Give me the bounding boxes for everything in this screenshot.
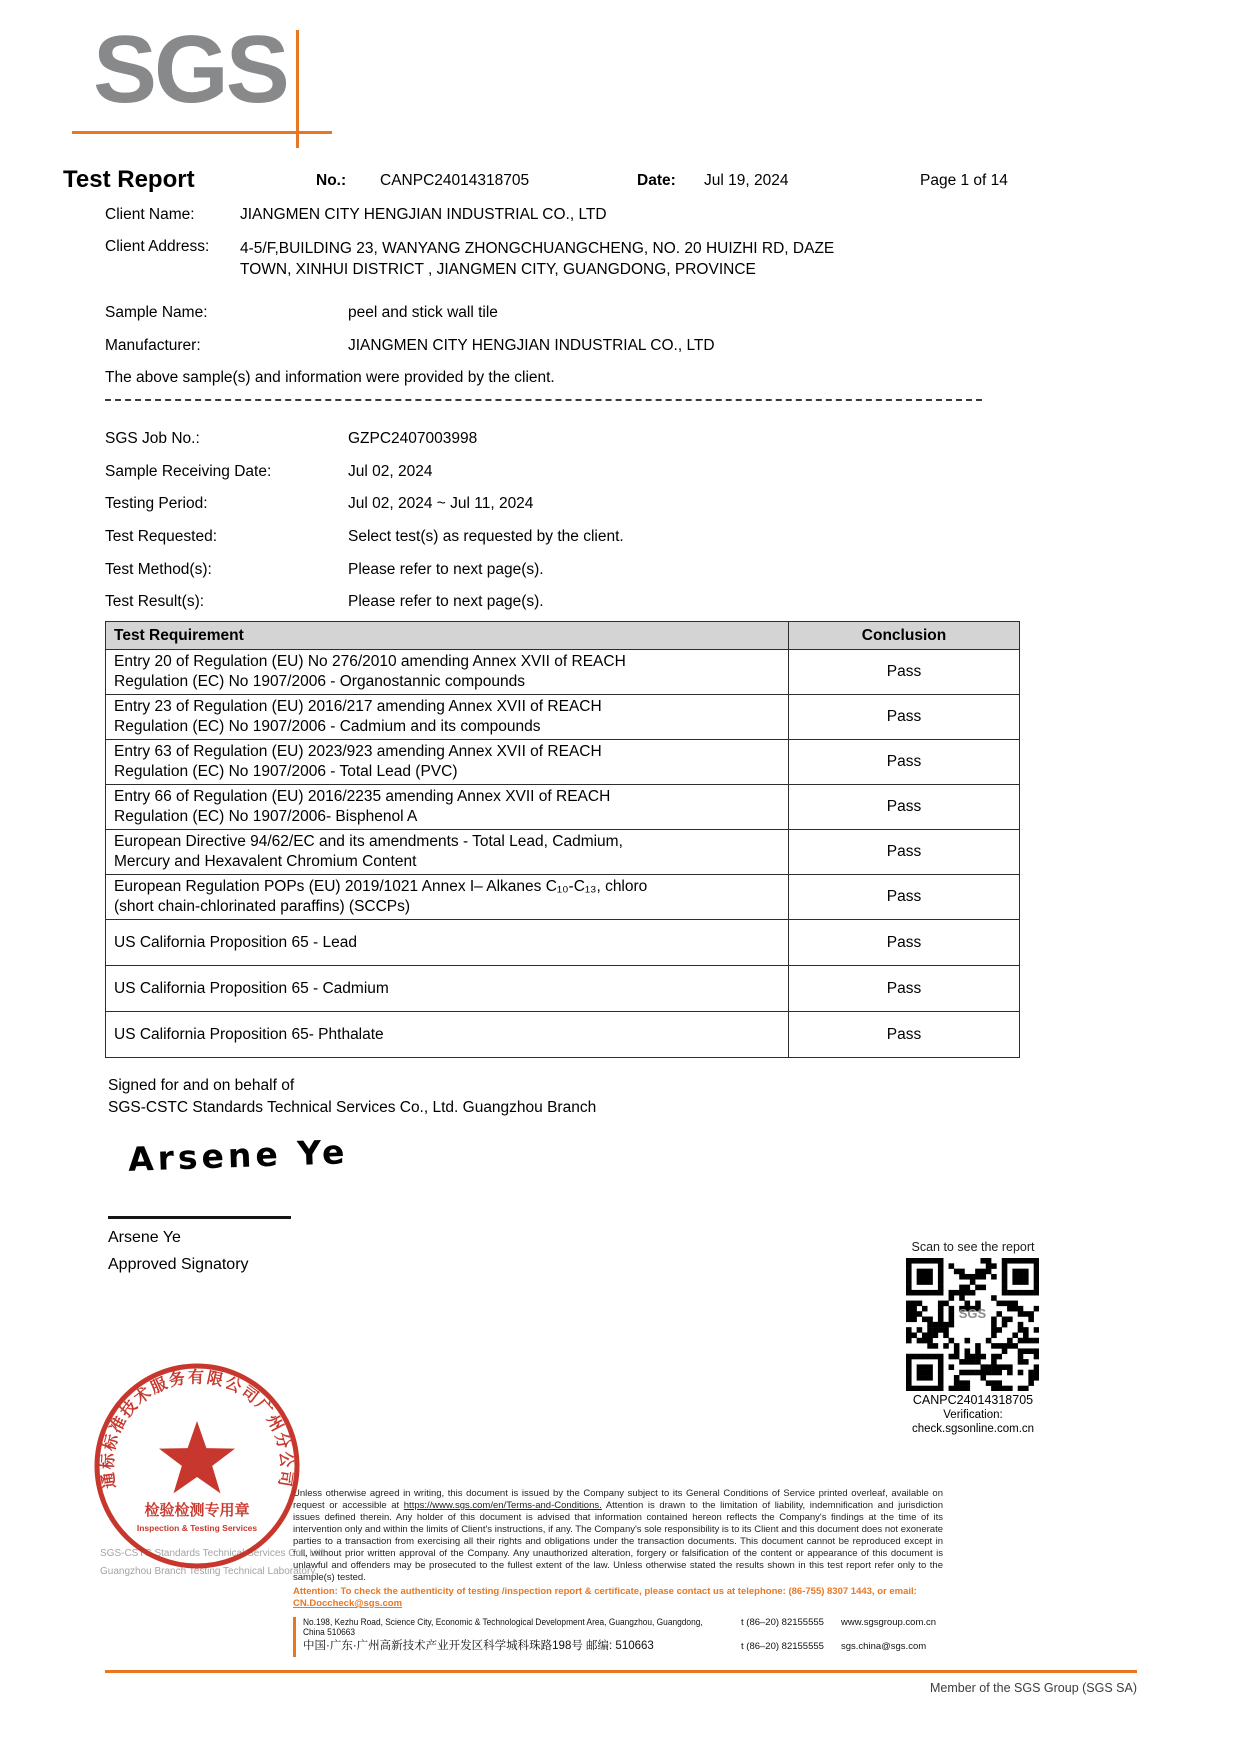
sgs-member-note: Member of the SGS Group (SGS SA) (929, 1681, 1137, 1695)
table-row (106, 695, 1020, 740)
test-requested-label: Test Requested: (105, 528, 218, 545)
company-name-gray-line1: SGS-CSTC Standards Technical Services Co., Ltd. (100, 1548, 327, 1559)
requirement-cell (106, 695, 789, 740)
client-address-line2: TOWN, XINHUI DISTRICT , JIANGMEN CITY, GUANGDONG, PROVINCE (240, 261, 756, 278)
disclaimer-part2: Attention is drawn to the limitation of liability, indemnification and jurisdiction issues defined therein. Any holder of this document is advised that information contained hereon reflects the Company's findings at the time of its intervention only and within the limits of Client's instructions, if any. The Company's sole responsibility is to its Client and this document does not exonerate parties to a transaction from exercising all their rights and obligations under the transaction documents. This document cannot be reproduced except in full, without prior written approval of the Company. Any unauthorized alteration, forgery or falsification of the content or appearance of this document is unlawful and offenders may be prosecuted to the fullest extent of the law. Unless otherwise stated the results shown in this test report refer only to the sample(s) tested. (293, 1500, 943, 1583)
footer-orange-rule (105, 1670, 1137, 1673)
sgs-logo: SGS (93, 16, 287, 123)
client-name-value: JIANGMEN CITY HENGJIAN INDUSTRIAL CO., LTD (240, 206, 607, 223)
requirement-line: European Regulation POPs (EU) 2019/1021 Annex I– Alkanes C₁₀-C₁₃, chloro (114, 878, 648, 895)
requirement-line: Mercury and Hexavalent Chromium Content (114, 853, 417, 870)
stamp-center-line1: 检验检测专用章 (144, 1502, 250, 1519)
sample-name-label: Sample Name: (105, 304, 208, 321)
conclusion-cell: Pass (789, 830, 1020, 875)
address-block (293, 1617, 943, 1657)
conclusion-cell: Pass (789, 966, 1020, 1012)
dashed-separator (105, 399, 982, 401)
report-date-label: Date: (637, 172, 676, 189)
conclusion-cell: Pass (789, 875, 1020, 920)
sample-receiving-date-label: Sample Receiving Date: (105, 463, 272, 480)
stamp-circle (97, 1366, 297, 1566)
table-row (106, 966, 1020, 1012)
requirement-line: US California Proposition 65 - Cadmium (114, 979, 389, 997)
testing-period-value: Jul 02, 2024 ~ Jul 11, 2024 (348, 495, 534, 512)
page-indicator: Page 1 of 14 (920, 172, 1008, 189)
conclusion-cell: Pass (789, 695, 1020, 740)
test-results-label: Test Result(s): (105, 593, 205, 610)
signatory-name: Arsene Ye (108, 1229, 181, 1246)
signature-line (108, 1216, 291, 1219)
requirement-line: Regulation (EC) No 1907/2006 - Total Lead (PVC) (114, 763, 458, 780)
requirement-line: (short chain-chlorinated paraffins) (SCCPs) (114, 898, 411, 915)
requirement-line: European Directive 94/62/EC and its amendments - Total Lead, Cadmium, (114, 833, 623, 850)
client-address-value (240, 238, 834, 280)
qr-center-sgs-label: SGS (958, 1306, 987, 1321)
table-row (106, 740, 1020, 785)
doccheck-email-link[interactable]: CN.Doccheck@sgs.com (293, 1598, 403, 1609)
requirement-cell (106, 830, 789, 875)
sample-name-value: peel and stick wall tile (348, 304, 498, 321)
signed-on-behalf-line2: SGS-CSTC Standards Technical Services Co., Ltd. Guangzhou Branch (108, 1099, 597, 1116)
signature-handwriting: Arsene Ye (127, 1132, 350, 1179)
svg-text:通标标准技术服务有限公司广州分公司 (98, 1367, 296, 1490)
report-no-value: CANPC24014318705 (380, 172, 530, 189)
requirement-line: US California Proposition 65- Phthalate (114, 1025, 384, 1043)
conclusion-cell: Pass (789, 650, 1020, 695)
qr-code (906, 1258, 1039, 1391)
disclaimer-part1: Unless otherwise agreed in writing, this document is issued by the Company subject to its General Conditions of Service printed overleaf, available on request or accessible at (293, 1488, 943, 1511)
qr-scan-label: Scan to see the report (911, 1240, 1035, 1254)
attention-note (293, 1586, 943, 1610)
address-row-en (303, 1617, 943, 1637)
requirement-cell (106, 920, 789, 966)
website-url: www.sgsgroup.com.cn (841, 1617, 937, 1628)
column-header-conclusion: Conclusion (789, 622, 1020, 650)
qr-report-number: CANPC24014318705 (912, 1393, 1034, 1407)
testing-period-label: Testing Period: (105, 495, 208, 512)
requirement-line: Entry 63 of Regulation (EU) 2023/923 amending Annex XVII of REACH (114, 743, 602, 760)
report-no-label: No.: (316, 172, 347, 189)
requirement-line: Regulation (EC) No 1907/2006 - Organostannic compounds (114, 673, 525, 690)
client-address-label: Client Address: (105, 238, 210, 255)
requirement-cell (106, 875, 789, 920)
column-header-test-requirement: Test Requirement (106, 622, 789, 650)
test-requested-value: Select test(s) as requested by the client. (348, 528, 624, 545)
sample-provided-note: The above sample(s) and information were provided by the client. (105, 369, 555, 386)
test-methods-value: Please refer to next page(s). (348, 561, 544, 578)
star-icon (159, 1421, 235, 1493)
requirement-line: US California Proposition 65 - Lead (114, 933, 357, 951)
sample-receiving-date-value: Jul 02, 2024 (348, 463, 433, 480)
logo-crosshair-horizontal-line (72, 131, 332, 134)
address-cn: 中国·广东·广州高新技术产业开发区科学城科珠路198号 邮编: 510663 (303, 1640, 654, 1652)
stamp-center-line2: Inspection & Testing Services (136, 1523, 258, 1533)
requirement-cell (106, 966, 789, 1012)
table-row (106, 650, 1020, 695)
test-methods-label: Test Method(s): (105, 561, 212, 578)
requirement-line: Entry 66 of Regulation (EU) 2016/2235 amending Annex XVII of REACH (114, 788, 611, 805)
table-row (106, 875, 1020, 920)
phone-number-1: t (86–20) 82155555 (741, 1617, 824, 1628)
requirement-cell (106, 740, 789, 785)
terms-and-conditions-link[interactable]: https://www.sgs.com/en/Terms-and-Conditions. (403, 1500, 602, 1511)
address-row-cn (303, 1637, 943, 1657)
requirement-line: Regulation (EC) No 1907/2006- Bisphenol A (114, 808, 418, 825)
conclusion-cell: Pass (789, 785, 1020, 830)
table-row (106, 1012, 1020, 1058)
requirement-line: Entry 23 of Regulation (EU) 2016/217 amending Annex XVII of REACH (114, 698, 602, 715)
page-title: Test Report (63, 166, 195, 193)
footer-legal-block (293, 1488, 943, 1657)
company-stamp (88, 1357, 306, 1575)
sgs-job-no-value: GZPC2407003998 (348, 430, 478, 447)
test-results-value: Please refer to next page(s). (348, 593, 544, 610)
requirement-line: Entry 20 of Regulation (EU) No 276/2010 amending Annex XVII of REACH (114, 653, 626, 670)
company-name-gray-line2: Guangzhou Branch Testing Technical Laboratory. (100, 1566, 318, 1577)
qr-verification-url: check.sgsonline.com.cn (911, 1423, 1035, 1435)
disclaimer-text (293, 1488, 943, 1584)
table-header-row (106, 622, 1020, 650)
table-row (106, 920, 1020, 966)
client-name-label: Client Name: (105, 206, 195, 223)
contact-email: sgs.china@sgs.com (841, 1641, 927, 1652)
requirement-line: Regulation (EC) No 1907/2006 - Cadmium and its compounds (114, 718, 541, 735)
requirement-cell (106, 650, 789, 695)
attention-text: Attention: To check the authenticity of testing /inspection report & certificate, please contact us at telephone: (86-755) 8307 1443, or email: (293, 1586, 917, 1597)
conclusion-cell: Pass (789, 1012, 1020, 1058)
table-row (106, 830, 1020, 875)
conclusion-cell: Pass (789, 740, 1020, 785)
report-date-value: Jul 19, 2024 (704, 172, 789, 189)
requirement-cell (106, 785, 789, 830)
table-row (106, 785, 1020, 830)
address-en: No.198, Kezhu Road, Science City, Economic & Technological Development Area, Guangzhou, Guangdong, China 510663 (303, 1617, 703, 1637)
client-address-line1: 4-5/F,BUILDING 23, WANYANG ZHONGCHUANGCHENG, NO. 20 HUIZHI RD, DAZE (240, 240, 835, 257)
stamp-arc-text: 通标标准技术服务有限公司广州分公司 (99, 1369, 295, 1490)
conclusion-cell: Pass (789, 920, 1020, 966)
manufacturer-label: Manufacturer: (105, 337, 201, 354)
signed-on-behalf-line1: Signed for and on behalf of (108, 1077, 295, 1094)
requirement-cell (106, 1012, 789, 1058)
qr-verification-label: Verification: (943, 1409, 1003, 1421)
test-requirement-table (105, 621, 1020, 1058)
signatory-role: Approved Signatory (108, 1256, 249, 1273)
sgs-job-no-label: SGS Job No.: (105, 430, 200, 447)
phone-number-2: t (86–20) 82155555 (741, 1641, 824, 1652)
manufacturer-value: JIANGMEN CITY HENGJIAN INDUSTRIAL CO., LTD (348, 337, 715, 354)
